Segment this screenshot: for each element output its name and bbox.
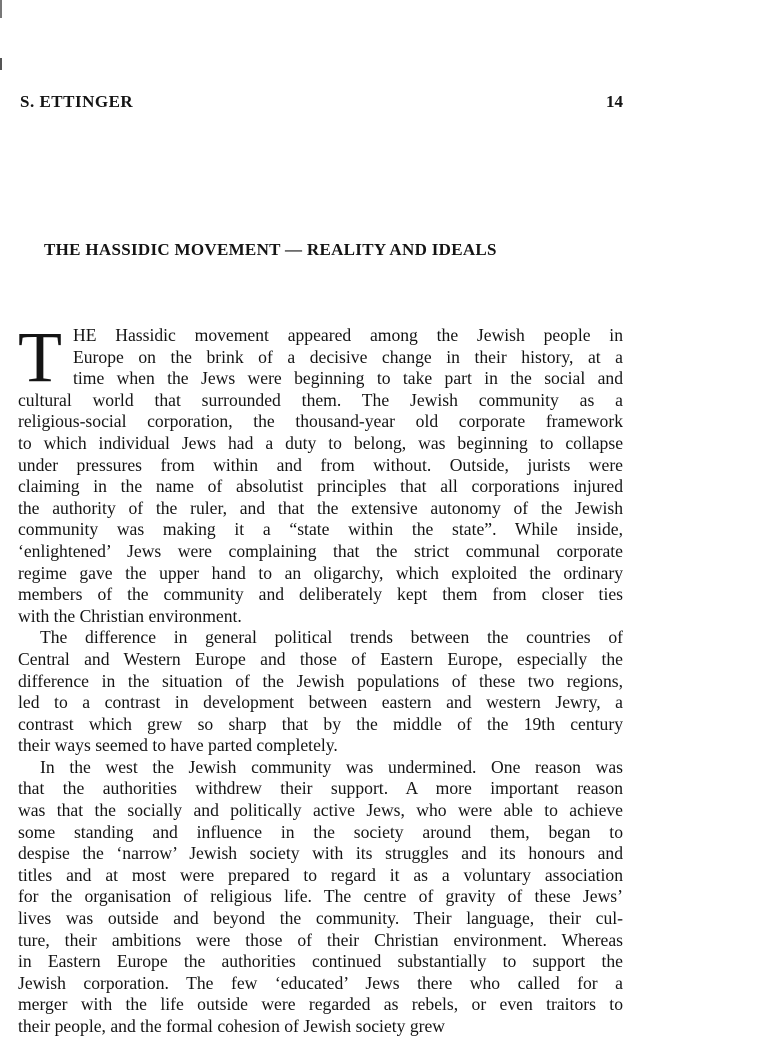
text-line: Jewish corporation. The few ‘educated’ Jews there who called for a [18,972,623,993]
text-line: members of the community and deliberately kept them from closer ties [18,584,623,605]
text-line: claiming in the name of absolutist principles that all corporations injured [18,476,623,497]
text-line: with the Christian environment. [18,605,242,626]
text-line: ‘enlightened’ Jews were complaining that the strict communal corporate [18,540,623,561]
article-title: THE HASSIDIC MOVEMENT — REALITY AND IDEALS [44,240,497,259]
article-body [18,317,623,1036]
text-line: their people, and the formal cohesion of Jewish society grew [18,1016,446,1036]
text-line: in Eastern Europe the authorities continued substantially to support the [18,951,623,972]
page-number: 14 [606,92,623,111]
text-line: contrast which grew so sharp that by the middle of the 19th century [18,713,623,734]
text-line: cultural world that surrounded them. The Jewish community as a [18,389,623,410]
text-line: for the organisation of religious life. The centre of gravity of these Jews’ [18,886,623,907]
text-line: merger with the life outside were regarded as rebels, or even traitors to [18,994,623,1015]
text-line: led to a contrast in development between eastern and western Jewry, a [18,692,623,713]
text-line: community was making it a “state within the state”. While inside, [18,519,623,540]
text-line: was that the socially and politically active Jews, who were able to achieve [18,800,623,821]
text-line: difference in the situation of the Jewish populations of these two regions, [18,670,623,691]
text-line: under pressures from within and from without. Outside, jurists were [18,454,623,475]
text-line: that the authorities withdrew their support. A more important reason [18,778,623,799]
page-edge-mark [0,58,2,70]
text-line: their ways seemed to have parted completely. [18,735,338,756]
drop-cap: T [18,317,62,397]
text-line: time when the Jews were beginning to take part in the social and [73,368,623,389]
text-line: HE Hassidic movement appeared among the Jewish people in [73,325,623,345]
text-line: regime gave the upper hand to an oligarchy, which exploited the ordinary [18,562,623,583]
text-line: Central and Western Europe and those of Eastern Europe, especially the [18,648,623,669]
text-line: religious-social corporation, the thousand-year old corporate framework [18,411,623,432]
page-edge-mark [0,0,2,18]
running-head [20,92,623,118]
text-line: Europe on the brink of a decisive change in their history, at a [73,346,623,367]
text-line: some standing and influence in the society around them, began to [18,821,623,842]
text-line: despise the ‘narrow’ Jewish society with its struggles and its honours and [18,843,623,864]
text-line: ture, their ambitions were those of their Christian environment. Whereas [18,929,623,950]
text-line: lives was outside and beyond the community. Their language, their cul- [18,908,623,929]
running-head-author: S. ETTINGER [20,92,134,111]
text-line: the authority of the ruler, and that the extensive autonomy of the Jewish [18,497,623,518]
text-line: to which individual Jews had a duty to belong, was beginning to collapse [18,432,623,453]
text-line: In the west the Jewish community was undermined. One reason was [40,756,623,777]
text-line: The difference in general political trends between the countries of [40,627,623,648]
text-line: titles and at most were prepared to regard it as a voluntary association [18,864,623,885]
